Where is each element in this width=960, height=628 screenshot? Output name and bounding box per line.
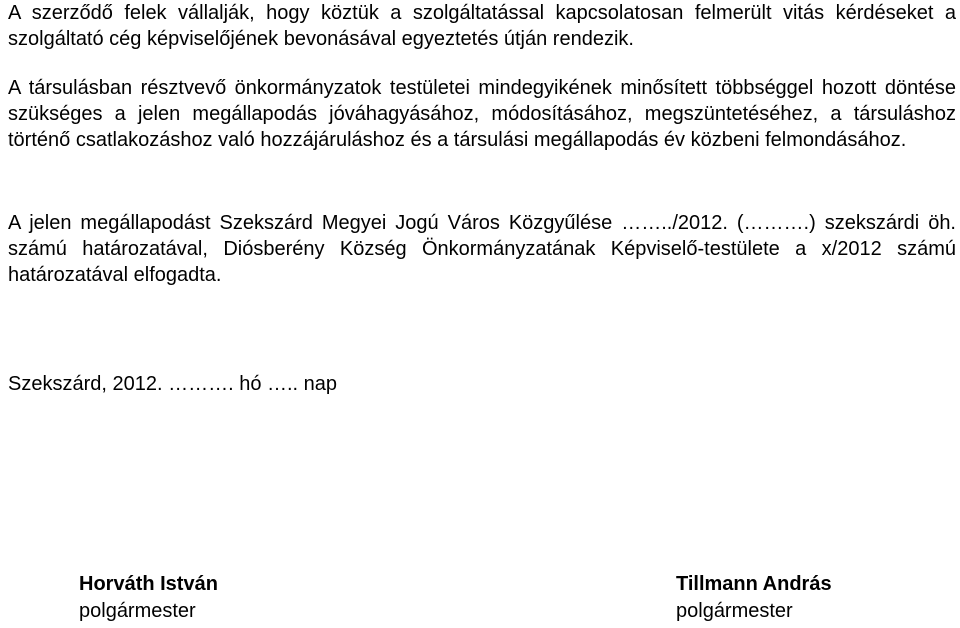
signatory-title: polgármester [79, 600, 196, 622]
signatory-name: Tillmann András [676, 573, 832, 595]
signature-block-left [79, 571, 218, 625]
date-line: Szekszárd, 2012. ………. hó ….. nap [8, 373, 338, 395]
signatory-title: polgármester [676, 600, 793, 622]
signature-block-right [676, 571, 832, 625]
signatory-name: Horváth István [79, 573, 218, 595]
paragraph-qualified-majority: A társulásban résztvevő önkormányzatok testületei mindegyikének minősített többséggel hozott döntése szükséges a jelen megállapodás jóváhagyásához, módosításához, megszüntetéséhez, a társuláshoz történő csatlakozáshoz való hozzájáruláshoz és a társulási megállapodás év közbeni felmondásához. [8, 77, 956, 151]
paragraph-approval: A jelen megállapodást Szekszárd Megyei Jogú Város Közgyűlése ……../2012. (……….) szekszárdi öh. számú határozatával, Diósberény Község Önkormányzatának Képviselő-testülete a x/2012 számú határozatával elfogadta. [8, 212, 956, 286]
paragraph-dispute-resolution: A szerződő felek vállalják, hogy köztük a szolgáltatással kapcsolatosan felmerült vitás kérdéseket a szolgáltató cég képviselőjének bevonásával egyeztetés útján rendezik. [8, 2, 956, 50]
